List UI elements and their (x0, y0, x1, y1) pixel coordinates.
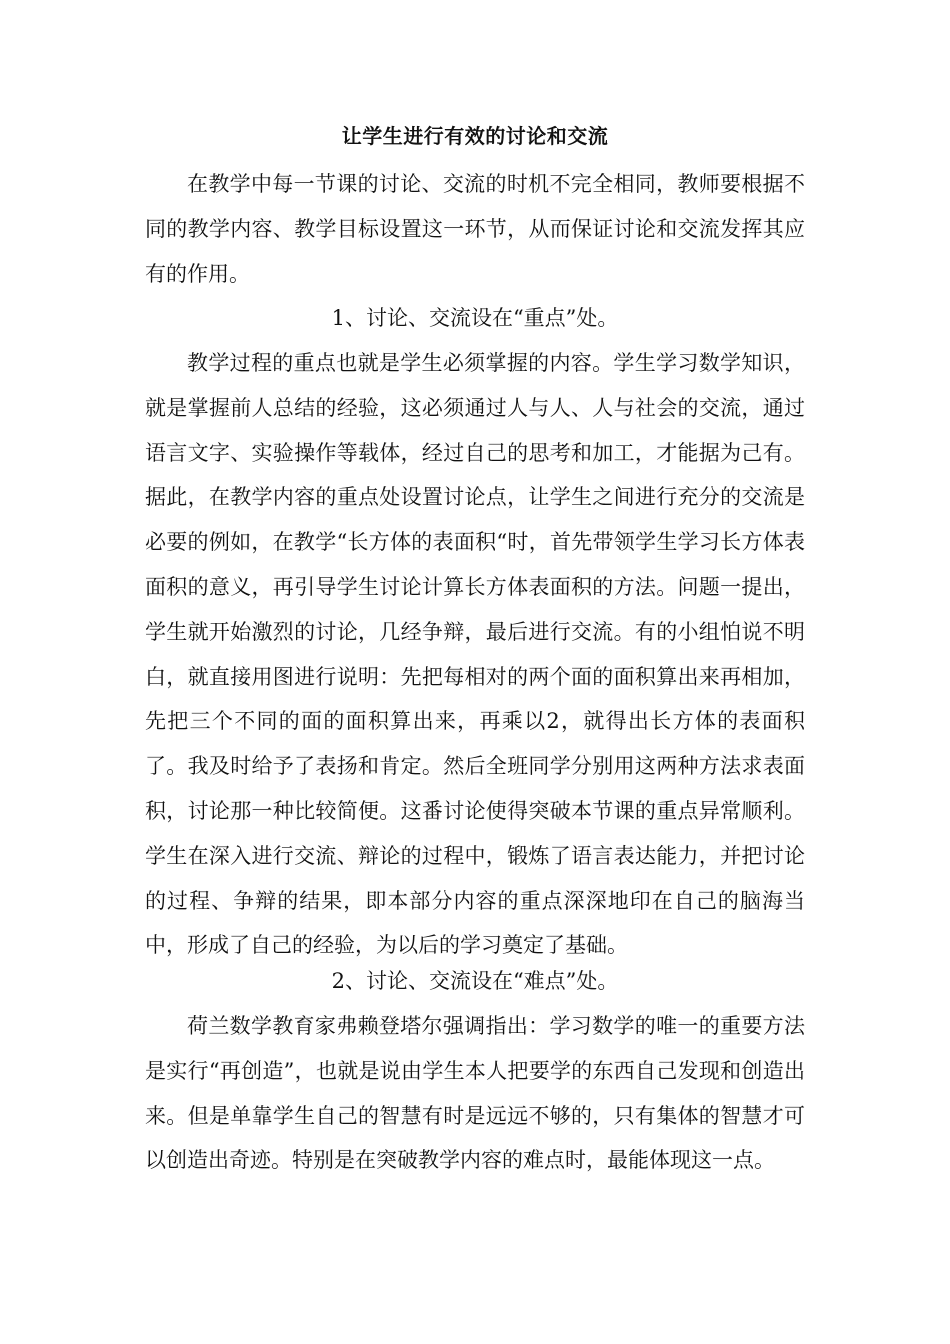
key-points-paragraph: 教学过程的重点也就是学生必须掌握的内容。学生学习数学知识，就是掌握前人总结的经验，这必须通过人与人、人与社会的交流，通过语言文字、实验操作等载体，经过自己的思考和加工，才能据为己有。据此，在教学内容的重点处设置讨论点，让学生之间进行充分的交流是必要的例如，在教学“长方体的表面积“时，首先带领学生学习长方体表面积的意义，再引导学生讨论计算长方体表面积的方法。问题一提出，学生就开始激烈的讨论，几经争辩，最后进行交流。有的小组怕说不明白，就直接用图进行说明：先把每相对的两个面的面积算出来再相加，先把三个不同的面的面积算出来，再乘以2，就得出长方体的表面积了。我及时给予了表扬和肯定。然后全班同学分别用这两种方法求表面积，讨论那一种比较简便。这番讨论使得突破本节课的重点异常顺利。学生在深入进行交流、辩论的过程中，锻炼了语言表达能力，并把讨论的过程、争辩的结果，即本部分内容的重点深深地印在自己的脑海当中，形成了自己的经验，为以后的学习奠定了基础。 (145, 351, 805, 958)
intro-paragraph: 在教学中每一节课的讨论、交流的时机不完全相同，教师要根据不同的教学内容、教学目标设置这一环节，从而保证讨论和交流发挥其应有的作用。 (145, 172, 805, 286)
section-heading-key-points: 1、讨论、交流设在“重点”处。 (331, 306, 619, 330)
difficult-points-paragraph: 荷兰数学教育家弗赖登塔尔强调指出：学习数学的唯一的重要方法是实行“再创造”，也就是说由学生本人把要学的东西自己发现和创造出来。但是单靠学生自己的智慧有时是远远不够的，只有集体的智慧才可以创造出奇迹。特别是在突破教学内容的难点时，最能体现这一点。 (145, 1014, 805, 1173)
section-heading-difficult-points: 2、讨论、交流设在“难点”处。 (331, 969, 619, 993)
document-title: 让学生进行有效的讨论和交流 (341, 124, 609, 148)
